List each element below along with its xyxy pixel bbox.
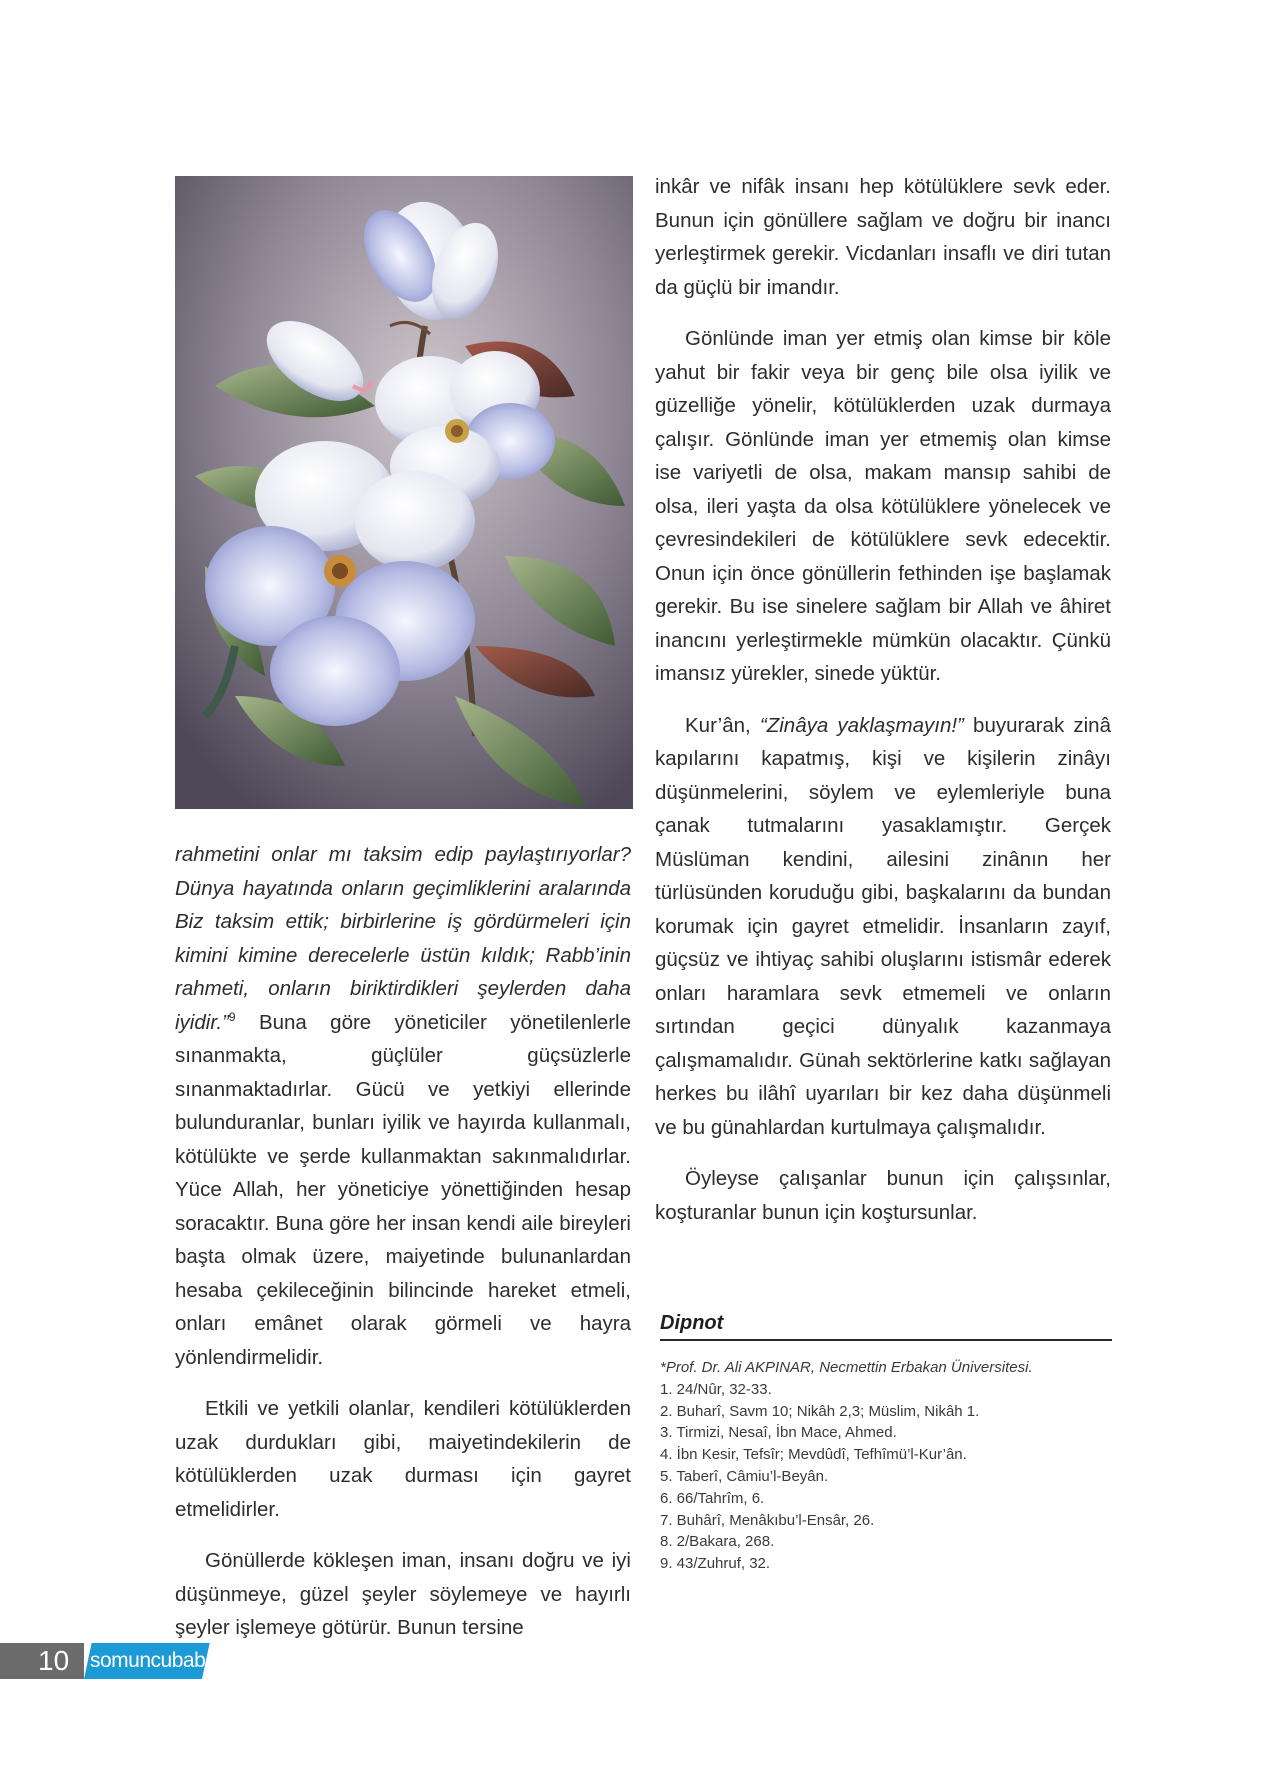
- paragraph: [655, 709, 1111, 1145]
- footnotes-list: [660, 1357, 1112, 1575]
- paragraph: Gönlünde iman yer etmiş olan kimse bir köle yahut bir fakir veya bir genç bile olsa iyilik ve güzelliğe yönelir, kötülüklerden uzak durmaya çalışır. Gönlünde iman yer etmemiş olan kimse ise variyetli de olsa, makam mansıp sahibi de olsa, ileri yaşta da olsa kötülüklere yönelecek ve çevresindekileri de kötülüklere sevk edecektir. Onun için önce gönüllerin fethinden işe başlamak gerekir. Bu ise sinelere sağlam bir Allah ve âhiret inancını yerleştirmekle mümkün olacaktır. Çünkü imansız yürekler, sinede yüktür.: [655, 327, 1111, 685]
- footnote-item: 7. Buhârî, Menâkıbu’l-Ensâr, 26.: [660, 1511, 875, 1529]
- left-text-column: [175, 838, 631, 1663]
- paragraph: Öyleyse çalışanlar bunun için çalışsınlar, koşturanlar bunun için koştursunlar.: [655, 1167, 1111, 1224]
- footnotes-heading: Dipnot: [660, 1312, 1112, 1341]
- footnote-item: 5. Taberî, Câmiu’l-Beyân.: [660, 1467, 829, 1485]
- magazine-name: somuncubaba: [90, 1649, 217, 1672]
- flower-painting-image: [175, 176, 633, 809]
- right-text-column: [655, 170, 1111, 1247]
- footnote-item: 8. 2/Bakara, 268.: [660, 1533, 775, 1551]
- paragraph-text: buyurarak zinâ kapılarını kapatmış, kişi ve kişilerin zinâyı düşünmelerini, söylem ve eylemleriyle buna çanak tutmalarını yasaklamıştır. Gerçek Müslüman kendini, ailesini zinânın her türlüsünden koruduğu gibi, başkalarını da bundan korumak için gayret etmelidir. İnsanların zayıf, güçsüz ve ihtiyaç sahibi oluşlarını istismâr ederek onları haramlara sevk etmemeli ve onların sırtından geçici dünyalık kazanmaya çalışmamalıdır. Günah sektörlerine katkı sağlayan herkes bu ilâhî uyarıları bir kez daha düşünmeli ve bu günahlardan kurtulmaya çalışmalıdır.: [655, 713, 1111, 1139]
- footnote-item: 1. 24/Nûr, 32-33.: [660, 1380, 772, 1398]
- footnote-item: 4. İbn Kesir, Tefsîr; Mevdûdî, Tefhîmü’l-Kur’ân.: [660, 1446, 967, 1464]
- paragraph: Etkili ve yetkili olanlar, kendileri kötülüklerden uzak durdukları gibi, maiyetindekilerin de kötülüklerden uzak durması için gayret etmelidirler.: [175, 1397, 631, 1521]
- paragraph: inkâr ve nifâk insanı hep kötülüklere sevk eder. Bunun için gönüllere sağlam ve doğru bir inancı yerleştirmek gerekir. Vicdanları insaflı ve diri tutan da güçlü bir imandır.: [655, 175, 1111, 299]
- paragraph: Gönüllerde kökleşen iman, insanı doğru ve iyi düşünmeye, güzel şeyler söylemeye ve hayırlı şeyler işlemeye götürür. Bunun tersine: [175, 1549, 631, 1639]
- verse-quote: rahmetini onlar mı taksim edip paylaştırıyorlar? Dünya hayatında onların geçimliklerini aralarında Biz taksim ettik; birbirlerine iş gördürmeleri için kimini kimine derecelerle üstün kıldık; Rabb’inin rahmeti, onların biriktirdikleri şeylerden daha iyidir.”: [175, 843, 631, 1034]
- paragraph: [175, 838, 631, 1374]
- paragraph-text: Kur’ân,: [685, 713, 760, 737]
- footnote-item: 9. 43/Zuhruf, 32.: [660, 1555, 771, 1573]
- paragraph-text: Buna göre yöneticiler yönetilenlerle sınanmakta, güçlüler güçsüzlerle sınanmaktadırlar. Gücü ve yetkiyi ellerinde bulunduranlar, bunları iyilik ve hayırda kullanmalı, kötülükte ve şerde kullanmaktan sakınmalıdırlar. Yüce Allah, her yöneticiye yönettiğinden hesap soracaktır. Buna göre her insan kendi aile bireyleri başta olmak üzere, maiyetinde bulunanlardan hesaba çekileceğinin bilincinde hareket etmeli, onları emânet olarak görmeli ve hayra yönlendirmelidir.: [175, 1010, 631, 1369]
- footnote-item: 3. Tirmizi, Nesaî, İbn Mace, Ahmed.: [660, 1424, 897, 1442]
- footnote-ref: 9: [228, 1009, 236, 1024]
- footnote-item: 2. Buharî, Savm 10; Nikâh 2,3; Müslim, Nikâh 1.: [660, 1402, 980, 1420]
- footnote-item: 6. 66/Tahrîm, 6.: [660, 1489, 765, 1507]
- verse-quote: “Zinâya yaklaşmayın!”: [759, 713, 964, 737]
- page-number: 10: [38, 1645, 70, 1676]
- footnote-item: *Prof. Dr. Ali AKPINAR, Necmettin Erbakan Üniversitesi.: [660, 1359, 1033, 1376]
